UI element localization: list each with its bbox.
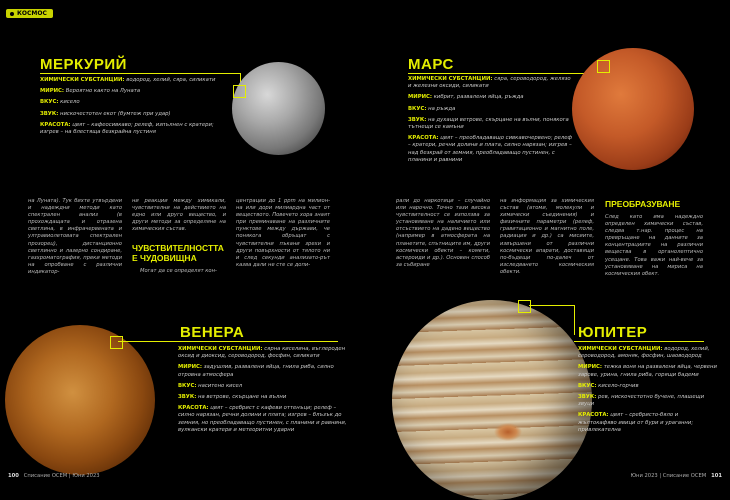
body-column-5: на информация за химическия състав (атоми, молекули и химически съединения) и физичните параметри (релеф, гравитационно и магнитно поле, радиация и др.) са мисиите, извършени от различни космически апарати, доставящи по-бъдещи по-далеч от изследването космическия обекти.: [500, 198, 594, 275]
mars-sound-label: ЗВУК:: [408, 116, 427, 123]
mars-highlight-box: [597, 60, 610, 73]
mars-taste-label: ВКУС:: [408, 105, 427, 112]
venus-beauty-label: КРАСОТА:: [178, 405, 209, 412]
venus-chem: сярна киселина, въглероден оксид и диоксид, сероводород, фосфин, силикати: [178, 346, 346, 360]
venus-smell-label: МИРИС:: [178, 364, 203, 371]
subheading-sensitivity: ЧУВСТВИТЕЛНОСТТА Е ЧУДОВИЩНА: [132, 243, 224, 263]
mercury-smell: Вероятно както на Луната: [65, 88, 141, 95]
mercury-chem-label: ХИМИЧЕСКИ СУБСТАНЦИИ:: [40, 77, 125, 83]
jupiter-smell-label: МИРИС:: [578, 364, 603, 371]
footer-issue-right: Юни 2023: [630, 473, 658, 479]
mars-title: МАРС: [408, 56, 454, 73]
mars-sound: на духащи ветрове, скърцане на вълни, понякога тътнещи се камъни: [408, 116, 569, 131]
mars-chem-label: ХИМИЧЕСКИ СУБСТАНЦИИ:: [408, 76, 493, 82]
mercury-chem: водород, хелий, сяра, силикати: [126, 77, 216, 83]
jupiter-sound: рев, нискочестотно бучене, плашещи звуци: [578, 394, 705, 408]
jupiter-planet-image: [392, 300, 592, 500]
venus-highlight-box: [110, 336, 123, 349]
jupiter-pointer-line: [529, 305, 574, 306]
body-column-2a: ни реакции между химикали, чувствителни на действието на едно или друго вещество, и други методи за определяне на химическия състав.: [132, 198, 226, 233]
venus-sound-label: ЗВУК:: [178, 394, 197, 401]
page-number-right: 101: [711, 473, 722, 479]
jupiter-sound-label: ЗВУК:: [578, 394, 597, 401]
footer-right: Юни 2023 | Списание ОСЕМ 101: [630, 473, 722, 479]
jupiter-smell: тежка воня на развалени яйца, червени зарове, урина, гнила риба, горящи бадеми: [578, 364, 717, 378]
venus-chem-label: ХИМИЧЕСКИ СУБСТАНЦИИ:: [178, 346, 263, 352]
jupiter-chem-label: ХИМИЧЕСКИ СУБСТАНЦИИ:: [578, 346, 663, 352]
jupiter-info: [578, 346, 718, 438]
body-column-2b: Могат да се определят кон-: [140, 268, 217, 274]
mercury-highlight-box-front: [233, 85, 246, 98]
mars-pointer-line: [408, 73, 603, 74]
section-tag: КОСМОС: [6, 9, 53, 18]
jupiter-pointer-line-h: [574, 341, 704, 342]
footer-left: 100 Списание ОСЕМ | Юни 2023: [8, 473, 100, 479]
jupiter-chem: водород, хелий, сероводород, амоняк, фосфин, шаоводород: [578, 346, 710, 360]
mars-planet-image: [572, 48, 694, 170]
venus-title: ВЕНЕРА: [180, 324, 245, 341]
venus-beauty: цвят – сребрист с кафеви оттенъци; релеф – силно нарязан, речни долини и плата; изгрев – блъзък до земния, но преобладаващо пустинен, с планини и равнини, вулкански кратери и метеоритни ударни: [178, 405, 347, 433]
footer-issue-left: Юни 2023: [72, 473, 100, 479]
jupiter-taste-label: ВКУС:: [578, 382, 597, 389]
venus-smell: задушлив, развалени яйца, гнила риба, силно отровна атмосфера: [178, 364, 334, 378]
page-number-left: 100: [8, 473, 19, 479]
jupiter-highlight-box: [518, 300, 531, 313]
jupiter-taste: кисело-горчив: [598, 382, 639, 389]
body-column-1: на Луната). Тук бихте утвърдени и надеждни методи като спектрален анализ (в прохождащата и отразена светлина, в инфрачервената и ултравиолетовата спектрален прозорец), дистанционно светлинно и лазерно сондиране, газхроматография, преки методи на опробване с различни индикатор-: [28, 198, 122, 275]
body-column-6: След като има надеждно определен химически състав, следва т.нар. процес на превръщане на данните за концентрациите на различни вещества в органолептично усещане. Това важи най-вече за установяване на мириса на космическия обект.: [605, 214, 703, 277]
mercury-sound: нискочестотен екот (бумтеж при удар): [60, 110, 171, 117]
jupiter-pointer-line-v: [574, 305, 575, 335]
venus-planet-image: [5, 325, 155, 475]
mercury-sound-label: ЗВУК:: [40, 110, 59, 117]
mercury-taste-label: ВКУС:: [40, 99, 59, 106]
jupiter-title: ЮПИТЕР: [578, 324, 648, 341]
venus-pointer-line: [118, 341, 338, 342]
venus-taste-label: ВКУС:: [178, 382, 197, 389]
footer-magazine-right: Списание ОСЕМ: [662, 473, 707, 479]
jupiter-beauty-label: КРАСОТА:: [578, 412, 609, 419]
mercury-info: [40, 77, 220, 140]
mercury-beauty: цвят – кафеосивкаво; релеф, изпълнен с кратери; изгрев – на блестяща безкрайна пустиня: [40, 121, 214, 136]
venus-taste: наситено кисел: [198, 382, 243, 389]
mercury-pointer-line: [40, 73, 240, 74]
venus-sound: на ветрове, скърцане на вълни: [198, 394, 287, 401]
jupiter-beauty: цвят – сребристо-бяло и жълтокафяво ивици от бури и ураганни; привлекателна: [578, 412, 694, 433]
mercury-title: МЕРКУРИЙ: [40, 56, 127, 73]
mercury-taste: кисело: [60, 99, 80, 106]
mars-beauty: цвят – преобладаващо сивкавочервено; релеф – кратери, речни долини и плата, силно нарязан; изгрев – над безкрай от земния, преобладаващо пустинен, с планини и равнини: [408, 135, 573, 163]
mars-smell: кибрит, развалени яйца, ръжда: [433, 94, 524, 101]
mercury-beauty-label: КРАСОТА:: [40, 121, 71, 128]
body-column-3: центрации до 1 ppm на милион-на или дори милиардна част от веществото. Повечето хора знаят при преминаване на различните пунктове между държави, че понякога обръщат с чувствителни пъкани зрехи и други повърхности от тялото ни и след секунди анализато-рът казва дали не сте се допи-: [236, 198, 330, 268]
mars-chem: сяра, сероводород, желязо и железни оксиди, силикати: [408, 76, 571, 90]
mars-beauty-label: КРАСОТА:: [408, 135, 439, 142]
mercury-planet-image: [232, 62, 325, 155]
venus-info: [178, 346, 348, 438]
footer-magazine-left: Списание ОСЕМ: [23, 473, 68, 479]
subheading-transformation: ПРЕОБРАЗУВАНЕ: [605, 199, 681, 209]
body-column-4: рали до наркотици – случайно или нарочно. Точно тази висока чувствителност се използва за установяване на наличието или отсъствието на дадено вещество (например в атмосферата на планетите, спътниците им, други космически обекти – комети, астероиди и др.). Основен способ за събиране: [396, 198, 490, 268]
mars-taste: на ръжда: [428, 105, 456, 112]
mars-info: [408, 76, 573, 168]
mars-smell-label: МИРИС:: [408, 94, 433, 101]
mercury-smell-label: МИРИС:: [40, 88, 65, 95]
